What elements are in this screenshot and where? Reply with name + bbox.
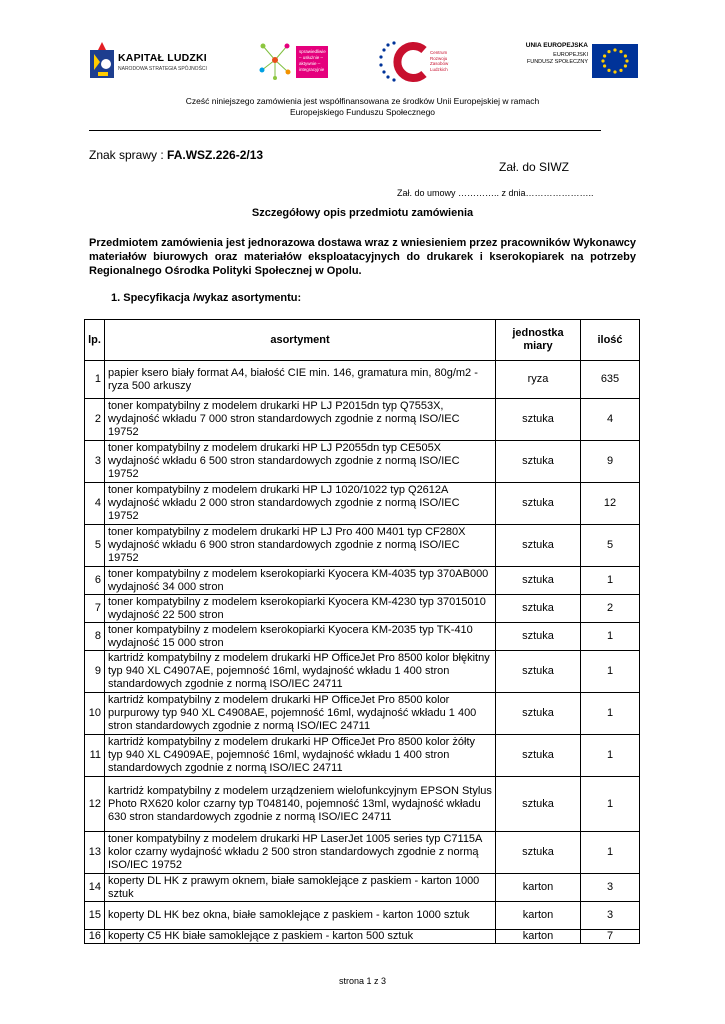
row-lp: 14 (85, 874, 105, 902)
row-unit: sztuka (496, 567, 581, 595)
kapital-ludzki-logo (88, 38, 228, 84)
table-row (85, 525, 640, 567)
intro-paragraph: Przedmiotem zamówienia jest jednorazowa dostawa wraz z wniesieniem przez pracowników Wykonawcy materiałów biurowych oraz materiałów eksploatacyjnych do drukarek i kserokopiarek na potrzeby Regionalnego Ośrodka Polityki Społecznej w Opolu. (89, 237, 636, 277)
table-row (85, 874, 640, 902)
table-row (85, 832, 640, 874)
row-description: koperty C5 HK białe samoklejące z paskiem - karton 500 sztuk (105, 930, 496, 944)
row-lp: 7 (85, 595, 105, 623)
eu-subtitle-line2: FUNDUSZ SPOŁECZNY (526, 59, 588, 65)
header-lp: lp. (85, 320, 105, 361)
row-lp: 12 (85, 777, 105, 832)
table-row (85, 902, 640, 930)
row-lp: 8 (85, 623, 105, 651)
table-header-row (85, 320, 640, 361)
crzl-logo (378, 38, 468, 84)
assortment-table (84, 319, 640, 944)
row-lp: 11 (85, 735, 105, 777)
table-row (85, 483, 640, 525)
row-unit: sztuka (496, 399, 581, 441)
row-quantity: 5 (581, 525, 640, 567)
row-unit: ryza (496, 361, 581, 399)
row-description: koperty DL HK z prawym oknem, białe samoklejące z paskiem - karton 1000 sztuk (105, 874, 496, 902)
row-unit: sztuka (496, 595, 581, 623)
row-description: toner kompatybilny z modelem kserokopiarki Kyocera KM-2035 typ TK-410 wydajność 15 000 stron (105, 623, 496, 651)
cofinancing-line2: Europejskiego Funduszu Społecznego (289, 107, 436, 117)
row-quantity: 7 (581, 930, 640, 944)
row-quantity: 1 (581, 832, 640, 874)
row-lp: 3 (85, 441, 105, 483)
page-footer: strona 1 z 3 (338, 976, 387, 986)
row-description: toner kompatybilny z modelem drukarki HP LJ P2015dn typ Q7553X, wydajność wkładu 7 000 stron standardowych zgodnie z normą ISO/IEC 19752 (105, 399, 496, 441)
row-unit: sztuka (496, 525, 581, 567)
row-quantity: 12 (581, 483, 640, 525)
kapital-ludzki-subtitle: NARODOWA STRATEGIA SPÓJNOŚCI (118, 66, 207, 72)
document-title: Szczegółowy opis przedmiotu zamówienia (251, 207, 474, 219)
table-row (85, 595, 640, 623)
row-unit: karton (496, 930, 581, 944)
kapital-ludzki-emblem-icon (88, 40, 116, 84)
row-description: kartridż kompatybilny z modelem drukarki HP OfficeJet Pro 8500 kolor purpurowy typ 940 XL C4908AE, pojemność 16ml, wydajność wkładu 1 400 stron standardowych zgodnie z normą ISO/IEC 24711 (105, 693, 496, 735)
row-lp: 6 (85, 567, 105, 595)
row-lp: 16 (85, 930, 105, 944)
row-quantity: 9 (581, 441, 640, 483)
table-row (85, 399, 640, 441)
row-lp: 13 (85, 832, 105, 874)
row-description: kartridż kompatybilny z modelem urządzeniem wielofunkcyjnym EPSON Stylus Photo RX620 kolor czarny typ T048140, pojemność 13ml, wydajność wkładu 630 stron standardowych zgodnie z normą ISO/IEC 24711 (105, 777, 496, 832)
row-unit: sztuka (496, 832, 581, 874)
row-lp: 10 (85, 693, 105, 735)
row-unit: karton (496, 902, 581, 930)
case-number-value: FA.WSZ.226-2/13 (167, 148, 264, 162)
case-number (89, 148, 263, 162)
row-description: kartridż kompatybilny z modelem drukarki HP OfficeJet Pro 8500 kolor żółty typ 940 XL C4909AE, pojemność 16ml, wydajność wkładu 1 400 stron standardowych zgodnie z normą ISO/IEC 24711 (105, 735, 496, 777)
row-description: toner kompatybilny z modelem kserokopiarki Kyocera KM-4230 typ 37015010 wydajność 22 500 stron (105, 595, 496, 623)
eu-logo (508, 38, 638, 84)
row-description: koperty DL HK bez okna, białe samoklejące z paskiem - karton 1000 sztuk (105, 902, 496, 930)
row-quantity: 1 (581, 693, 640, 735)
annex-siwz: Zał. do SIWZ (499, 160, 570, 174)
kapital-ludzki-title: KAPITAŁ LUDZKI (118, 52, 207, 64)
logo-bar (88, 38, 638, 88)
row-quantity: 1 (581, 735, 640, 777)
row-unit: karton (496, 874, 581, 902)
header-ilosc: ilość (581, 320, 640, 361)
cofinancing-line1: Cześć niniejszego zamówienia jest współfinansowana ze środków Unii Europejskiej w ramach (185, 96, 540, 106)
table-row (85, 441, 640, 483)
network-logo-box (296, 46, 328, 78)
row-quantity: 635 (581, 361, 640, 399)
row-unit: sztuka (496, 441, 581, 483)
row-unit: sztuka (496, 623, 581, 651)
table-row (85, 930, 640, 944)
crzl-emblem-icon (378, 40, 434, 84)
header-divider (89, 130, 601, 131)
table-row (85, 651, 640, 693)
row-description: toner kompatybilny z modelem drukarki HP LJ Pro 400 M401 typ CF280X wydajność wkładu 6 900 stron standardowych zgodnie z normą ISO/IEC 19752 (105, 525, 496, 567)
row-description: toner kompatybilny z modelem drukarki HP LaserJet 1005 series typ C7115A kolor czarny wydajność wkładu 2 500 stron standardowych zgodnie z normą ISO/IEC 19752 (105, 832, 496, 874)
row-description: toner kompatybilny z modelem kserokopiarki Kyocera KM-4035 typ 370AB000 wydajność 34 000 stron (105, 567, 496, 595)
row-description: papier ksero biały format A4, białość CIE min. 146, gramatura min, 80g/m2 - ryza 500 arkuszy (105, 361, 496, 399)
row-lp: 5 (85, 525, 105, 567)
row-description: toner kompatybilny z modelem drukarki HP LJ 1020/1022 typ Q2612A wydajność wkładu 2 000 stron standardowych zgodnie z normą ISO/IEC 19752 (105, 483, 496, 525)
row-quantity: 2 (581, 595, 640, 623)
cofinancing-note (0, 96, 725, 118)
table-row (85, 693, 640, 735)
eu-title: UNIA EUROPEJSKA (525, 42, 588, 49)
row-quantity: 4 (581, 399, 640, 441)
annex-contract: Zał. do umowy ………….. z dnia………………….. (397, 188, 594, 198)
eu-flag-icon (592, 44, 638, 78)
row-quantity: 1 (581, 623, 640, 651)
network-logo-text: sprawiedliwie – usłużnie – aktywnie – integracyjnie (299, 49, 326, 72)
table-row (85, 735, 640, 777)
row-lp: 15 (85, 902, 105, 930)
table-row (85, 777, 640, 832)
table-row (85, 623, 640, 651)
network-dots-icon (258, 40, 292, 80)
row-unit: sztuka (496, 735, 581, 777)
row-lp: 2 (85, 399, 105, 441)
spec-heading: 1. Specyfikacja /wykaz asortymentu: (111, 292, 302, 304)
eu-subtitle-line1: EUROPEJSKI (553, 52, 588, 58)
row-unit: sztuka (496, 777, 581, 832)
crzl-text: Centrum Rozwoju Zasobów Ludzkich (430, 50, 449, 72)
row-quantity: 3 (581, 874, 640, 902)
row-lp: 9 (85, 651, 105, 693)
row-quantity: 3 (581, 902, 640, 930)
table-row (85, 567, 640, 595)
row-unit: sztuka (496, 483, 581, 525)
row-description: kartridż kompatybilny z modelem drukarki HP OfficeJet Pro 8500 kolor błękitny typ 940 XL C4907AE, pojemność 16ml, wydajność wkładu 1 400 stron standardowych zgodnie z normą ISO/IEC 24711 (105, 651, 496, 693)
header-jednostka: jednostka miary (496, 320, 581, 361)
row-unit: sztuka (496, 651, 581, 693)
table-row (85, 361, 640, 399)
row-quantity: 1 (581, 567, 640, 595)
eu-subtitle (527, 52, 588, 66)
row-lp: 4 (85, 483, 105, 525)
row-description: toner kompatybilny z modelem drukarki HP LJ P2055dn typ CE505X wydajność wkładu 6 500 stron standardowych zgodnie z normą ISO/IEC 19752 (105, 441, 496, 483)
row-quantity: 1 (581, 651, 640, 693)
case-number-label: Znak sprawy : (89, 148, 168, 162)
table-body (85, 361, 640, 944)
header-asortyment: asortyment (105, 320, 496, 361)
network-logo (258, 38, 338, 84)
row-lp: 1 (85, 361, 105, 399)
row-quantity: 1 (581, 777, 640, 832)
row-unit: sztuka (496, 693, 581, 735)
